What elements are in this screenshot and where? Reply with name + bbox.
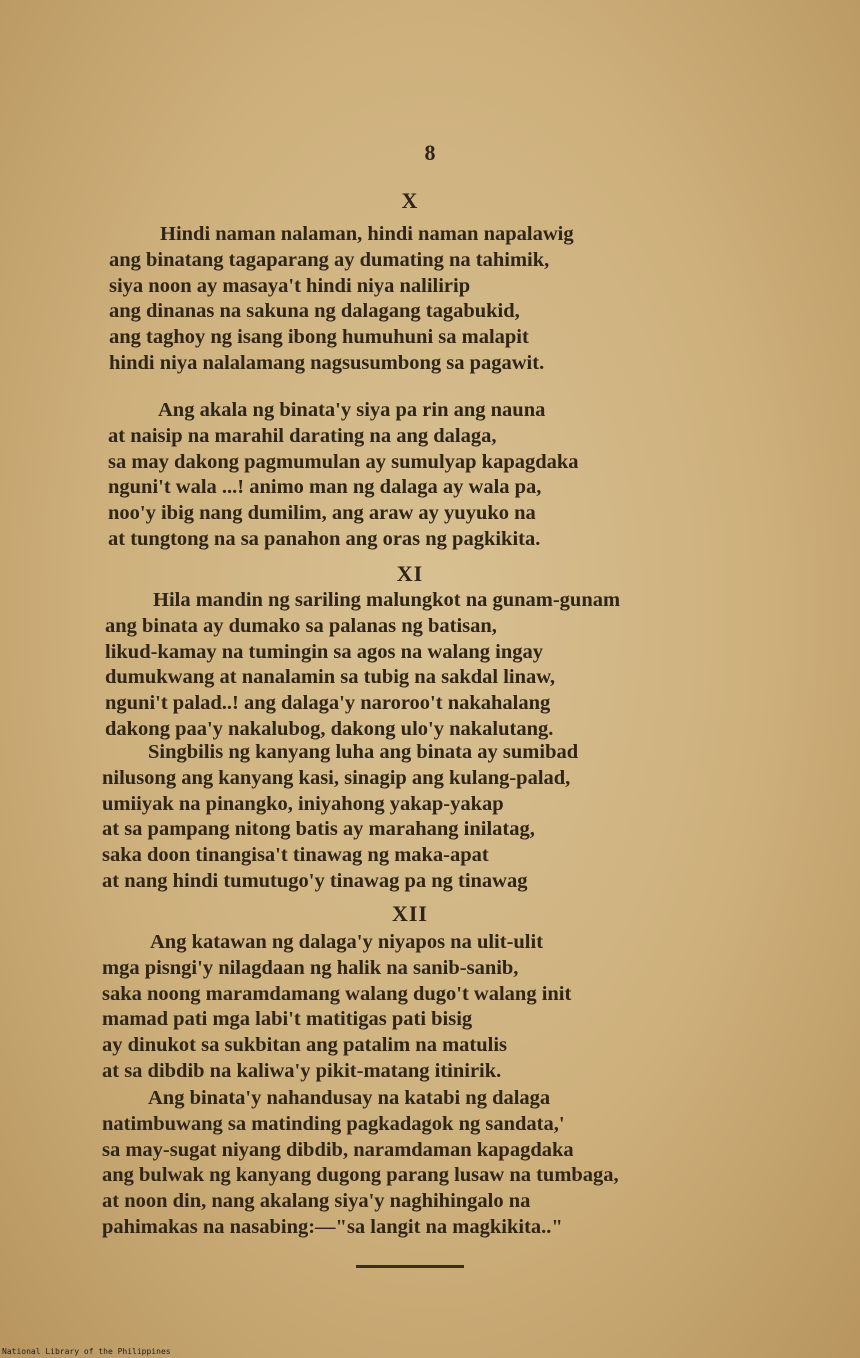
- verse-line: ay dinukot sa sukbitan ang patalim na matulis: [102, 1034, 508, 1057]
- stanza: [0, 398, 820, 553]
- verse-line: at noon din, nang akalang siya'y naghihingalo na: [102, 1190, 531, 1213]
- verse-line: nguni't wala ...! animo man ng dalaga ay wala pa,: [108, 476, 542, 499]
- verse-line: at naisip na marahil darating na ang dalaga,: [108, 424, 497, 447]
- stanza: [0, 588, 820, 743]
- section-heading: X: [401, 188, 419, 213]
- stanza: [0, 1086, 820, 1241]
- verse-line: siya noon ay masaya't hindi niya nalilirip: [109, 274, 471, 297]
- verse-line: sa may-sugat niyang dibdib, naramdaman kapagdaka: [102, 1138, 574, 1161]
- verse-line: saka noong maramdamang walang dugo't walang init: [102, 982, 572, 1005]
- verse-line: ang binatang tagaparang ay dumating na tahimik,: [109, 248, 550, 271]
- verse-line: at sa pampang nitong batis ay marahang inilatag,: [102, 818, 535, 841]
- verse-line: dakong paa'y nakalubog, dakong ulo'y nakalutang.: [105, 717, 554, 740]
- stanza: [0, 930, 820, 1085]
- verse-line: hindi niya nalalamang nagsusumbong sa pagawit.: [109, 351, 545, 374]
- section-heading: XI: [396, 561, 424, 586]
- verse-line: at nang hindi tumutugo'y tinawag pa ng tinawag: [102, 869, 528, 892]
- verse-line: noo'y ibig nang dumilim, ang araw ay yuyuko na: [108, 502, 536, 525]
- verse-line: ang taghoy ng isang ibong humuhuni sa malapit: [109, 326, 529, 349]
- verse-line: at tungtong na sa panahon ang oras ng pagkikita.: [108, 527, 541, 550]
- section-heading: XII: [391, 901, 428, 926]
- verse-line: Hindi naman nalaman, hindi naman napalawig: [160, 223, 574, 245]
- verse-line: ang dinanas na sakuna ng dalagang tagabukid,: [109, 300, 520, 323]
- stanza: [0, 222, 820, 377]
- verse-line: umiiyak na pinangko, iniyahong yakap-yakap: [102, 792, 504, 815]
- divider: [356, 1265, 464, 1268]
- verse-line: Ang akala ng binata'y siya pa rin ang nauna: [158, 399, 546, 421]
- verse-line: saka doon tinangisa't tinawag ng maka-apat: [102, 844, 489, 867]
- page-number: 8: [424, 140, 436, 165]
- verse-line: nguni't palad..! ang dalaga'y naroroo't nakahalang: [105, 692, 551, 715]
- verse-line: at sa dibdib na kaliwa'y pikit-matang itinirik.: [102, 1059, 502, 1082]
- verse-line: sa may dakong pagmumulan ay sumulyap kapagdaka: [108, 450, 579, 473]
- verse-line: nilusong ang kanyang kasi, sinagip ang kulang-palad,: [102, 766, 571, 789]
- verse-line: Ang katawan ng dalaga'y niyapos na ulit-ulit: [150, 931, 544, 953]
- verse-line: ang bulwak ng kanyang dugong parang lusaw na tumbaga,: [102, 1164, 619, 1187]
- verse-line: ang binata ay dumako sa palanas ng batisan,: [105, 614, 497, 637]
- footer-credit: National Library of the Philippines: [2, 1347, 171, 1356]
- verse-line: natimbuwang sa matinding pagkadagok ng sandata,': [102, 1112, 565, 1135]
- verse-line: Singbilis ng kanyang luha ang binata ay sumibad: [148, 741, 579, 763]
- verse-line: dumukwang at nanalamin sa tubig na sakdal linaw,: [105, 666, 556, 689]
- verse-line: Ang binata'y nahandusay na katabi ng dalaga: [148, 1087, 551, 1109]
- verse-line: pahimakas na nasabing:—"sa langit na magkikita..": [102, 1215, 563, 1238]
- verse-line: likud-kamay na tumingin sa agos na walang ingay: [105, 640, 544, 663]
- stanza: [0, 740, 820, 895]
- verse-line: Hila mandin ng sariling malungkot na gunam-gunam: [153, 589, 621, 611]
- verse-line: mga pisngi'y nilagdaan ng halik na sanib-sanib,: [102, 956, 519, 979]
- verse-line: mamad pati mga labi't matitigas pati bisig: [102, 1008, 473, 1031]
